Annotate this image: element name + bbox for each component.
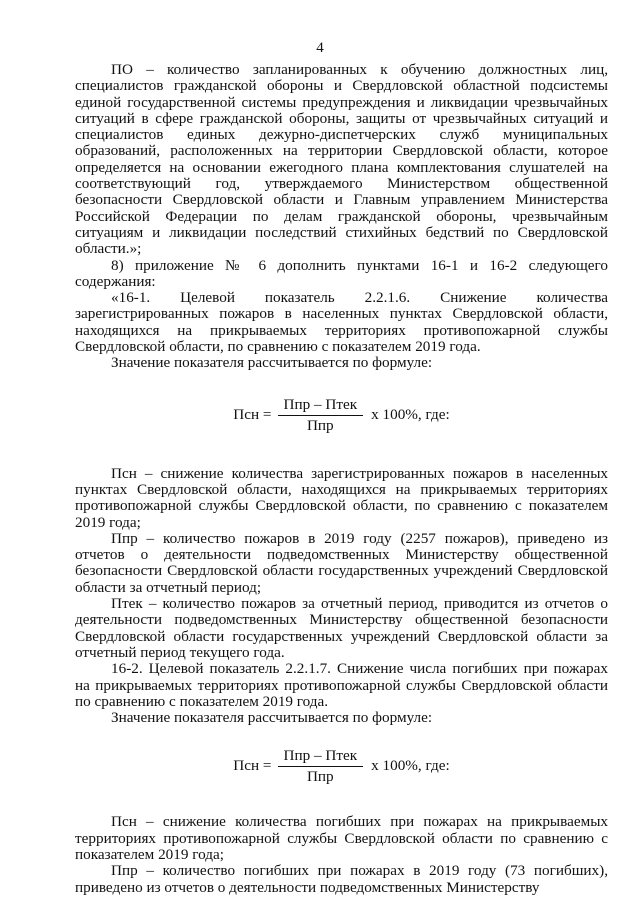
document-body: [75, 62, 608, 896]
formula-1-rhs: x 100%, где:: [371, 406, 450, 424]
paragraph-amendment-8: 8) приложение № 6 дополнить пунктами 16-1 и 16-2 следующего содержания:: [75, 256, 608, 290]
formula-2-fraction: [278, 748, 364, 786]
formula-1: [75, 386, 608, 446]
formula-1-lhs: Псн =: [233, 406, 272, 424]
paragraph-psn-definition-2: Псн – снижение количества погибших при пожарах на прикрываемых территориях противопожарной службы Свердловской области по сравнению с показателем 2019 года;: [75, 813, 608, 863]
paragraph-formula-intro-2: Значение показателя рассчитывается по формуле:: [111, 709, 433, 727]
paragraph-psn-definition-1: Псн – снижение количества зарегистрированных пожаров в населенных пунктах Свердловской области, находящихся на прикрываемых территориях противопожарной службы Свердловской области, по сравнению с показателем 2019 года;: [75, 464, 608, 531]
paragraph-ppr-definition-2: Ппр – количество погибших при пожарах в 2019 году (73 погибших), приведено из отчетов о деятельности подведомственных Министерству: [75, 862, 608, 896]
formula-2-rhs: x 100%, где:: [371, 757, 450, 775]
paragraph-ppr-definition-1: Ппр – количество пожаров в 2019 году (2257 пожаров), приведено из отчетов о деятельности подведомственных Министерству общественной безопасности Свердловской области государственных учреждений Свердловской области за отчетный период;: [75, 529, 608, 596]
paragraph-po-definition: ПО – количество запланированных к обучению должностных лиц, специалистов гражданской обороны и Свердловской областной подсистемы единой государственной системы предупреждения и ликвидации чрезвычайных ситуаций в сфере гражданской обороны, защиты от чрезвычайных ситуаций и специалистов единых дежурно-диспетчерских служб муниципальных образований, расположенных на территории Свердловской области, которое определяется на основании ежегодного плана комплектования слушателей на соответствующий год, утверждаемого Министерством общественной безопасности Свердловской области и Главным управлением Министерства Российской Федерации по делам гражданской обороны, чрезвычайным ситуациям и ликвидации последствий стихийных бедствий по Свердловской области.»;: [75, 61, 608, 258]
paragraph-formula-intro-1: Значение показателя рассчитывается по формуле:: [111, 354, 433, 372]
formula-2-lhs: Псн =: [233, 757, 272, 775]
formula-1-fraction: [278, 397, 364, 435]
formula-2: [75, 736, 608, 796]
paragraph-16-1: «16-1. Целевой показатель 2.2.1.6. Снижение количества зарегистрированных пожаров в населенных пунктах Свердловской области, находящихся на прикрываемых территориях противопожарной службы Свердловской области, по сравнению с показателем 2019 года.: [75, 289, 608, 356]
paragraph-16-2: 16-2. Целевой показатель 2.2.1.7. Снижение числа погибших при пожарах на прикрываемых территориях противопожарной службы Свердловской области по сравнению с показателем 2019 года.: [75, 660, 608, 710]
formula-1-denominator: Ппр: [306, 417, 334, 435]
formula-2-numerator: Ппр – Птек: [278, 748, 364, 767]
formula-1-numerator: Ппр – Птек: [278, 397, 364, 416]
page-number: 4: [316, 40, 324, 56]
paragraph-ptek-definition: Птек – количество пожаров за отчетный период, приводится из отчетов о деятельности подведомственных Министерству общественной безопасности Свердловской области государственных учреждений Свердловской области за отчетный период текущего года.: [75, 595, 608, 661]
formula-2-denominator: Ппр: [306, 767, 334, 785]
